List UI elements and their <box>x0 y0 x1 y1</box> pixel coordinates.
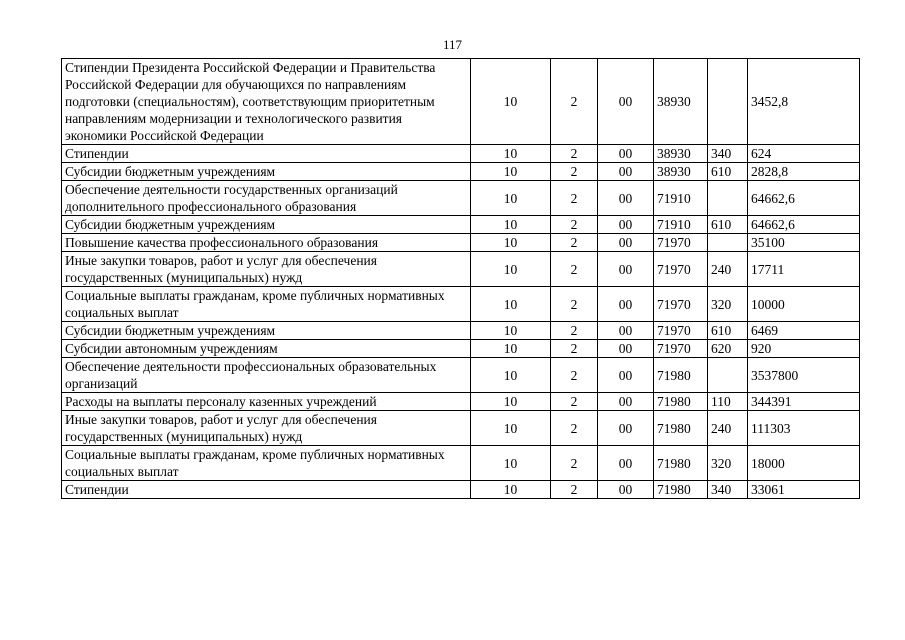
section-code-cell: 10 <box>471 393 551 411</box>
table-body <box>62 59 860 499</box>
section-code-cell: 10 <box>471 216 551 234</box>
subsection-code-cell: 2 <box>551 446 598 481</box>
target-item-code-cell: 71980 <box>654 481 708 499</box>
expense-type-code-cell <box>708 234 748 252</box>
target-item-code-cell: 71970 <box>654 287 708 322</box>
section-code-cell: 10 <box>471 446 551 481</box>
expense-name-cell: Субсидии бюджетным учреждениям <box>62 163 471 181</box>
target-item-code-cell: 38930 <box>654 145 708 163</box>
program-subcode-cell: 00 <box>598 393 654 411</box>
target-item-code-cell: 38930 <box>654 59 708 145</box>
section-code-cell: 10 <box>471 358 551 393</box>
program-subcode-cell: 00 <box>598 216 654 234</box>
table-row <box>62 340 860 358</box>
expense-type-code-cell <box>708 59 748 145</box>
expense-type-code-cell: 320 <box>708 287 748 322</box>
target-item-code-cell: 71970 <box>654 234 708 252</box>
section-code-cell: 10 <box>471 287 551 322</box>
section-code-cell: 10 <box>471 59 551 145</box>
subsection-code-cell: 2 <box>551 234 598 252</box>
table-row <box>62 216 860 234</box>
amount-cell: 6469 <box>748 322 860 340</box>
expense-name-cell: Стипендии <box>62 145 471 163</box>
expense-type-code-cell: 110 <box>708 393 748 411</box>
target-item-code-cell: 71970 <box>654 252 708 287</box>
target-item-code-cell: 71970 <box>654 340 708 358</box>
section-code-cell: 10 <box>471 145 551 163</box>
budget-table <box>61 58 860 499</box>
target-item-code-cell: 71980 <box>654 393 708 411</box>
expense-name-cell: Обеспечение деятельности профессиональных образовательных организаций <box>62 358 471 393</box>
table-row <box>62 59 860 145</box>
table-row <box>62 145 860 163</box>
table-row <box>62 358 860 393</box>
subsection-code-cell: 2 <box>551 181 598 216</box>
table-row <box>62 322 860 340</box>
amount-cell: 35100 <box>748 234 860 252</box>
expense-type-code-cell <box>708 358 748 393</box>
amount-cell: 10000 <box>748 287 860 322</box>
expense-type-code-cell: 340 <box>708 481 748 499</box>
expense-name-cell: Иные закупки товаров, работ и услуг для обеспечения государственных (муниципальных) нужд <box>62 411 471 446</box>
expense-name-cell: Субсидии бюджетным учреждениям <box>62 216 471 234</box>
section-code-cell: 10 <box>471 322 551 340</box>
section-code-cell: 10 <box>471 163 551 181</box>
program-subcode-cell: 00 <box>598 234 654 252</box>
target-item-code-cell: 71980 <box>654 358 708 393</box>
table-row <box>62 446 860 481</box>
expense-type-code-cell: 610 <box>708 163 748 181</box>
program-subcode-cell: 00 <box>598 287 654 322</box>
subsection-code-cell: 2 <box>551 252 598 287</box>
amount-cell: 3537800 <box>748 358 860 393</box>
table-row <box>62 287 860 322</box>
section-code-cell: 10 <box>471 181 551 216</box>
program-subcode-cell: 00 <box>598 252 654 287</box>
program-subcode-cell: 00 <box>598 59 654 145</box>
program-subcode-cell: 00 <box>598 145 654 163</box>
section-code-cell: 10 <box>471 411 551 446</box>
subsection-code-cell: 2 <box>551 163 598 181</box>
subsection-code-cell: 2 <box>551 393 598 411</box>
table-row <box>62 234 860 252</box>
amount-cell: 111303 <box>748 411 860 446</box>
target-item-code-cell: 71980 <box>654 446 708 481</box>
amount-cell: 3452,8 <box>748 59 860 145</box>
table-row <box>62 181 860 216</box>
expense-name-cell: Стипендии <box>62 481 471 499</box>
target-item-code-cell: 71910 <box>654 181 708 216</box>
program-subcode-cell: 00 <box>598 181 654 216</box>
amount-cell: 920 <box>748 340 860 358</box>
program-subcode-cell: 00 <box>598 340 654 358</box>
expense-type-code-cell: 240 <box>708 411 748 446</box>
amount-cell: 33061 <box>748 481 860 499</box>
subsection-code-cell: 2 <box>551 411 598 446</box>
subsection-code-cell: 2 <box>551 322 598 340</box>
program-subcode-cell: 00 <box>598 163 654 181</box>
expense-name-cell: Социальные выплаты гражданам, кроме публичных нормативных социальных выплат <box>62 446 471 481</box>
expense-name-cell: Субсидии автономным учреждениям <box>62 340 471 358</box>
amount-cell: 344391 <box>748 393 860 411</box>
program-subcode-cell: 00 <box>598 411 654 446</box>
program-subcode-cell: 00 <box>598 322 654 340</box>
expense-name-cell: Социальные выплаты гражданам, кроме публичных нормативных социальных выплат <box>62 287 471 322</box>
amount-cell: 624 <box>748 145 860 163</box>
program-subcode-cell: 00 <box>598 358 654 393</box>
amount-cell: 64662,6 <box>748 181 860 216</box>
subsection-code-cell: 2 <box>551 145 598 163</box>
amount-cell: 17711 <box>748 252 860 287</box>
subsection-code-cell: 2 <box>551 59 598 145</box>
table-row <box>62 252 860 287</box>
target-item-code-cell: 71980 <box>654 411 708 446</box>
expense-type-code-cell: 340 <box>708 145 748 163</box>
subsection-code-cell: 2 <box>551 481 598 499</box>
target-item-code-cell: 71910 <box>654 216 708 234</box>
subsection-code-cell: 2 <box>551 216 598 234</box>
expense-name-cell: Повышение качества профессионального образования <box>62 234 471 252</box>
amount-cell: 64662,6 <box>748 216 860 234</box>
subsection-code-cell: 2 <box>551 287 598 322</box>
expense-type-code-cell: 610 <box>708 322 748 340</box>
section-code-cell: 10 <box>471 252 551 287</box>
subsection-code-cell: 2 <box>551 358 598 393</box>
expense-type-code-cell: 320 <box>708 446 748 481</box>
amount-cell: 18000 <box>748 446 860 481</box>
expense-name-cell: Стипендии Президента Российской Федерации и Правительства Российской Федерации для обучающихся по направлениям подготовки (специальностям), соответствующим приоритетным направлениям модернизации и технологического развития экономики Российской Федерации <box>62 59 471 145</box>
table-row <box>62 393 860 411</box>
section-code-cell: 10 <box>471 481 551 499</box>
expense-type-code-cell: 240 <box>708 252 748 287</box>
target-item-code-cell: 71970 <box>654 322 708 340</box>
expense-name-cell: Субсидии бюджетным учреждениям <box>62 322 471 340</box>
target-item-code-cell: 38930 <box>654 163 708 181</box>
amount-cell: 2828,8 <box>748 163 860 181</box>
program-subcode-cell: 00 <box>598 446 654 481</box>
expense-name-cell: Расходы на выплаты персоналу казенных учреждений <box>62 393 471 411</box>
expense-name-cell: Обеспечение деятельности государственных организаций дополнительного профессионального образования <box>62 181 471 216</box>
expense-type-code-cell <box>708 181 748 216</box>
expense-type-code-cell: 610 <box>708 216 748 234</box>
expense-type-code-cell: 620 <box>708 340 748 358</box>
program-subcode-cell: 00 <box>598 481 654 499</box>
section-code-cell: 10 <box>471 234 551 252</box>
table-row <box>62 163 860 181</box>
subsection-code-cell: 2 <box>551 340 598 358</box>
section-code-cell: 10 <box>471 340 551 358</box>
table-row <box>62 411 860 446</box>
expense-name-cell: Иные закупки товаров, работ и услуг для обеспечения государственных (муниципальных) нужд <box>62 252 471 287</box>
table-row <box>62 481 860 499</box>
page-number: 117 <box>442 37 463 52</box>
